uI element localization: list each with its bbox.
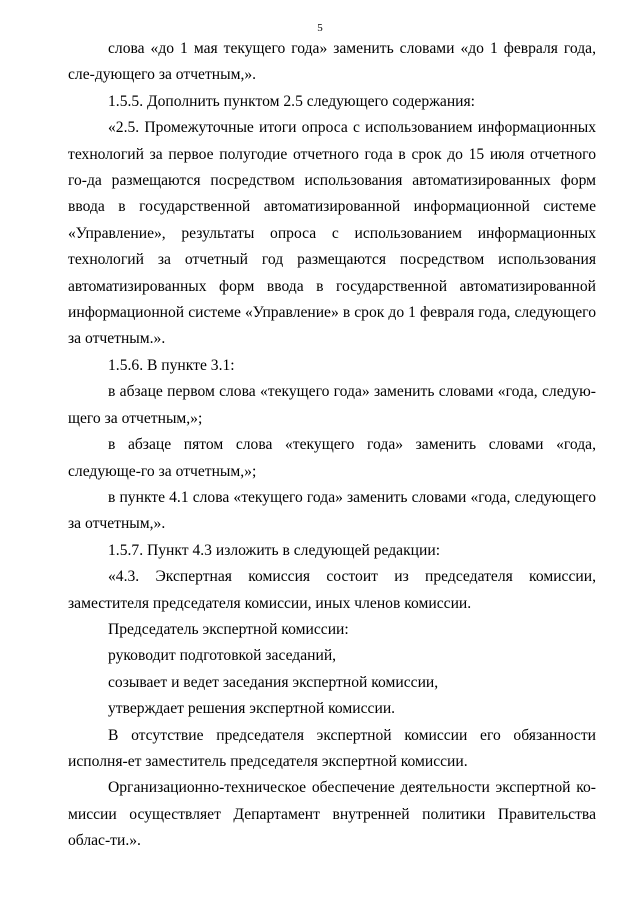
paragraph: в абзаце пятом слова «текущего года» заменить словами «года, следующе-го за отчетным,»; <box>68 436 596 480</box>
paragraph: «4.3. Экспертная комиссия состоит из председателя комиссии, заместителя председателя комиссии, иных членов комиссии. <box>68 568 596 612</box>
paragraph: руководит подготовкой заседаний, <box>108 647 337 665</box>
paragraph: 1.5.7. Пункт 4.3 изложить в следующей редакции: <box>108 541 441 559</box>
page-number: 5 <box>317 22 323 34</box>
paragraph: слова «до 1 мая текущего года» заменить словами «до 1 февраля года, сле-дующего за отчетным,». <box>68 40 596 84</box>
paragraph: Председатель экспертной комиссии: <box>108 620 349 638</box>
paragraph: утверждает решения экспертной комиссии. <box>108 700 396 718</box>
paragraph: в абзаце первом слова «текущего года» заменить словами «года, следую-щего за отчетным,»; <box>68 383 596 427</box>
paragraph: В отсутствие председателя экспертной комиссии его обязанности исполня-ет заместитель председателя экспертной комиссии. <box>68 726 596 770</box>
paragraph: 1.5.6. В пункте 3.1: <box>108 356 235 374</box>
paragraph: Организационно-техническое обеспечение деятельности экспертной ко-миссии осуществляет Департамент внутренней политики Правительства облас-ти.». <box>68 779 596 850</box>
paragraph: «2.5. Промежуточные итоги опроса с использованием информационных технологий за первое полугодие отчетного года в срок до 15 июля отчетного го-да размещаются посредством использования автоматизированных форм ввода в государственной автоматизированной информационной системе «Управление», результаты опроса с использованием информационных технологий за отчетный год размещаются посредством использования автоматизированных форм ввода в государственной автоматизированной информационной системе «Управление» в срок до 1 февраля года, следующего за отчетным.». <box>68 119 596 348</box>
paragraph: созывает и ведет заседания экспертной комиссии, <box>108 673 439 691</box>
paragraph: 1.5.5. Дополнить пунктом 2.5 следующего содержания: <box>108 92 476 110</box>
document-body <box>68 36 596 855</box>
paragraph: в пункте 4.1 слова «текущего года» заменить словами «года, следующего за отчетным,». <box>68 488 596 533</box>
